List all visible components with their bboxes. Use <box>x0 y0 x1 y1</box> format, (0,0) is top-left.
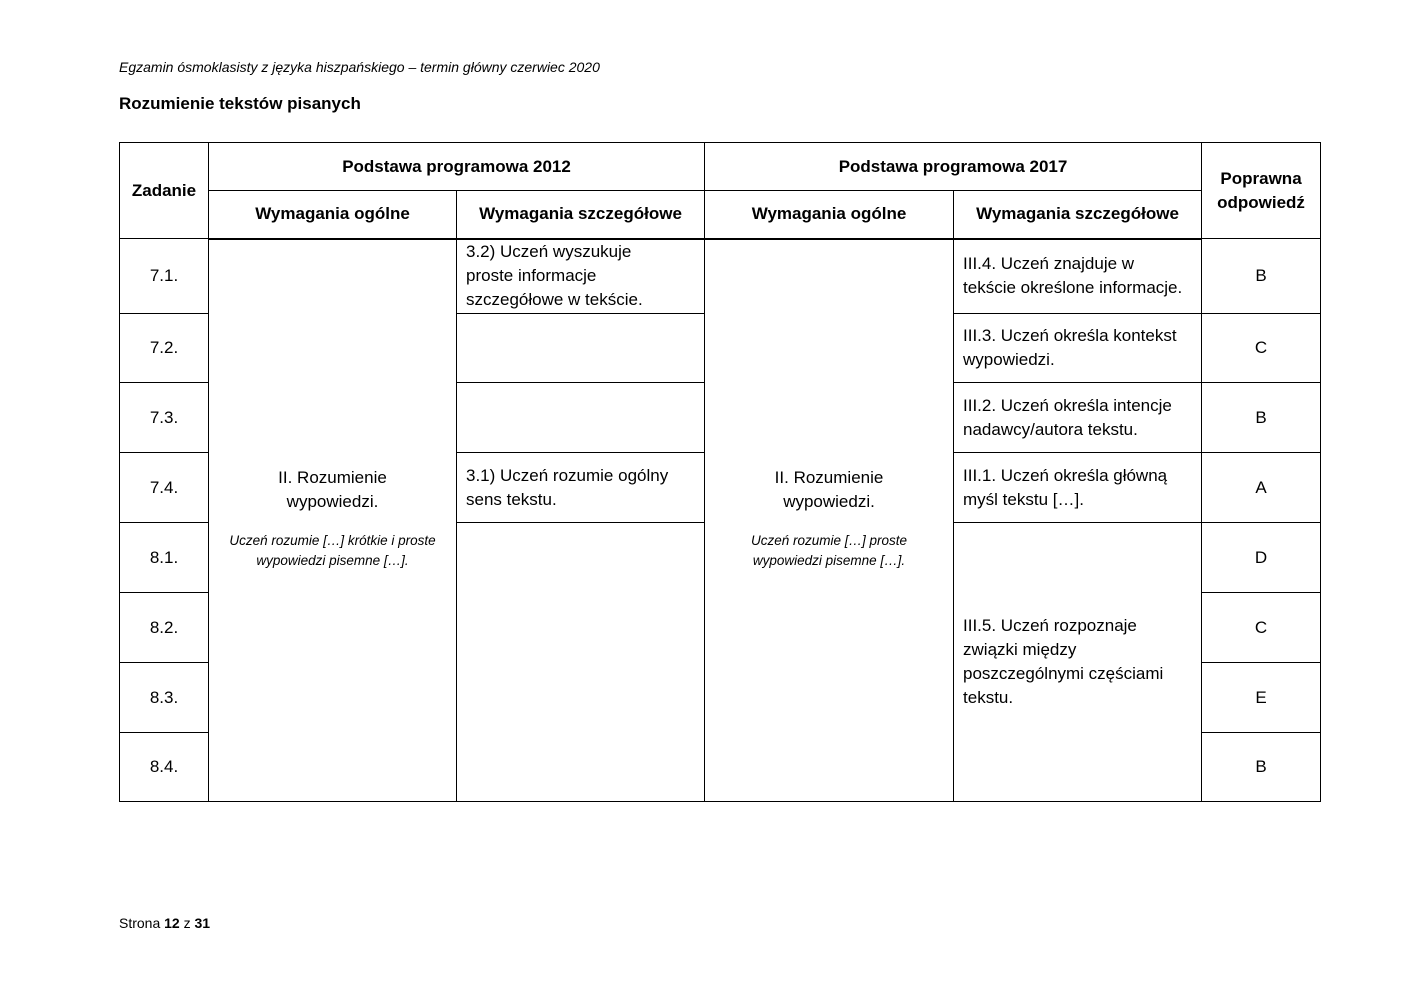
header-answer <box>1202 143 1321 239</box>
correct-answer: A <box>1202 453 1321 523</box>
footer-prefix: Strona <box>119 915 161 931</box>
general-2017-sub-line2: wypowiedzi pisemne […]. <box>752 552 906 568</box>
general-2012-line2: wypowiedzi. <box>286 491 379 511</box>
correct-answer: C <box>1202 593 1321 663</box>
header-general-2017: Wymagania ogólne <box>705 191 954 239</box>
header-group-2017: Podstawa programowa 2017 <box>705 143 1202 191</box>
task-number: 8.4. <box>120 733 209 802</box>
general-requirements-2017 <box>705 239 954 802</box>
task-number: 7.2. <box>120 314 209 383</box>
task-number: 7.3. <box>120 383 209 453</box>
section-title: Rozumienie tekstów pisanych <box>119 94 361 113</box>
task-number: 7.1. <box>120 239 209 314</box>
header-answer-line2: odpowiedź <box>1217 192 1305 212</box>
task-number: 8.3. <box>120 663 209 733</box>
correct-answer: B <box>1202 733 1321 802</box>
header-specific-2012: Wymagania szczegółowe <box>457 191 705 239</box>
header-answer-line1: Poprawna <box>1220 168 1302 188</box>
task-number: 7.4. <box>120 453 209 523</box>
header-task: Zadanie <box>120 143 209 239</box>
specific-2012-empty <box>457 523 705 802</box>
specific-2012-empty <box>457 383 705 453</box>
correct-answer: B <box>1202 383 1321 453</box>
general-2012-line1: II. Rozumienie <box>278 467 387 487</box>
answer-key-table <box>119 142 1321 802</box>
specific-2017-r3: III.2. Uczeń określa intencje nadawcy/autora tekstu. <box>954 383 1202 453</box>
header-general-2012: Wymagania ogólne <box>209 191 457 239</box>
correct-answer: B <box>1202 239 1321 314</box>
specific-2012-general-sense: 3.1) Uczeń rozumie ogólny sens tekstu. <box>457 453 705 523</box>
general-2017-line2: wypowiedzi. <box>783 491 875 511</box>
specific-2012-search-info: 3.2) Uczeń wyszukuje proste informacje szczegółowe w tekście. <box>457 239 705 314</box>
footer-total-pages: 31 <box>194 915 211 931</box>
specific-2017-r5: III.5. Uczeń rozpoznaje związki między poszczególnymi częściami tekstu. <box>954 523 1202 802</box>
general-2017-line1: II. Rozumienie <box>774 467 884 487</box>
page-footer <box>119 915 210 931</box>
general-2017-sub-line1: Uczeń rozumie […] proste <box>750 532 908 548</box>
specific-2017-r4: III.1. Uczeń określa główną myśl tekstu […]. <box>954 453 1202 523</box>
footer-page-number: 12 <box>164 915 180 931</box>
general-2012-sub-line1: Uczeń rozumie […] krótkie i proste <box>229 532 436 548</box>
general-requirements-2012 <box>209 239 457 802</box>
correct-answer: E <box>1202 663 1321 733</box>
correct-answer: D <box>1202 523 1321 593</box>
header-group-2012: Podstawa programowa 2012 <box>209 143 705 191</box>
specific-2017-r2: III.3. Uczeń określa kontekst wypowiedzi. <box>954 314 1202 383</box>
specific-2017-r1: III.4. Uczeń znajduje w tekście określone informacje. <box>954 239 1202 314</box>
correct-answer: C <box>1202 314 1321 383</box>
running-header: Egzamin ósmoklasisty z języka hiszpańskiego – termin główny czerwiec 2020 <box>119 59 600 75</box>
task-number: 8.2. <box>120 593 209 663</box>
header-specific-2017: Wymagania szczegółowe <box>954 191 1202 239</box>
specific-2012-empty <box>457 314 705 383</box>
table-header-row <box>120 143 1321 191</box>
task-number: 8.1. <box>120 523 209 593</box>
footer-separator: z <box>183 915 191 931</box>
table-subheader-row <box>120 191 1321 239</box>
general-2012-sub-line2: wypowiedzi pisemne […]. <box>256 552 409 568</box>
table-row <box>120 239 1321 314</box>
